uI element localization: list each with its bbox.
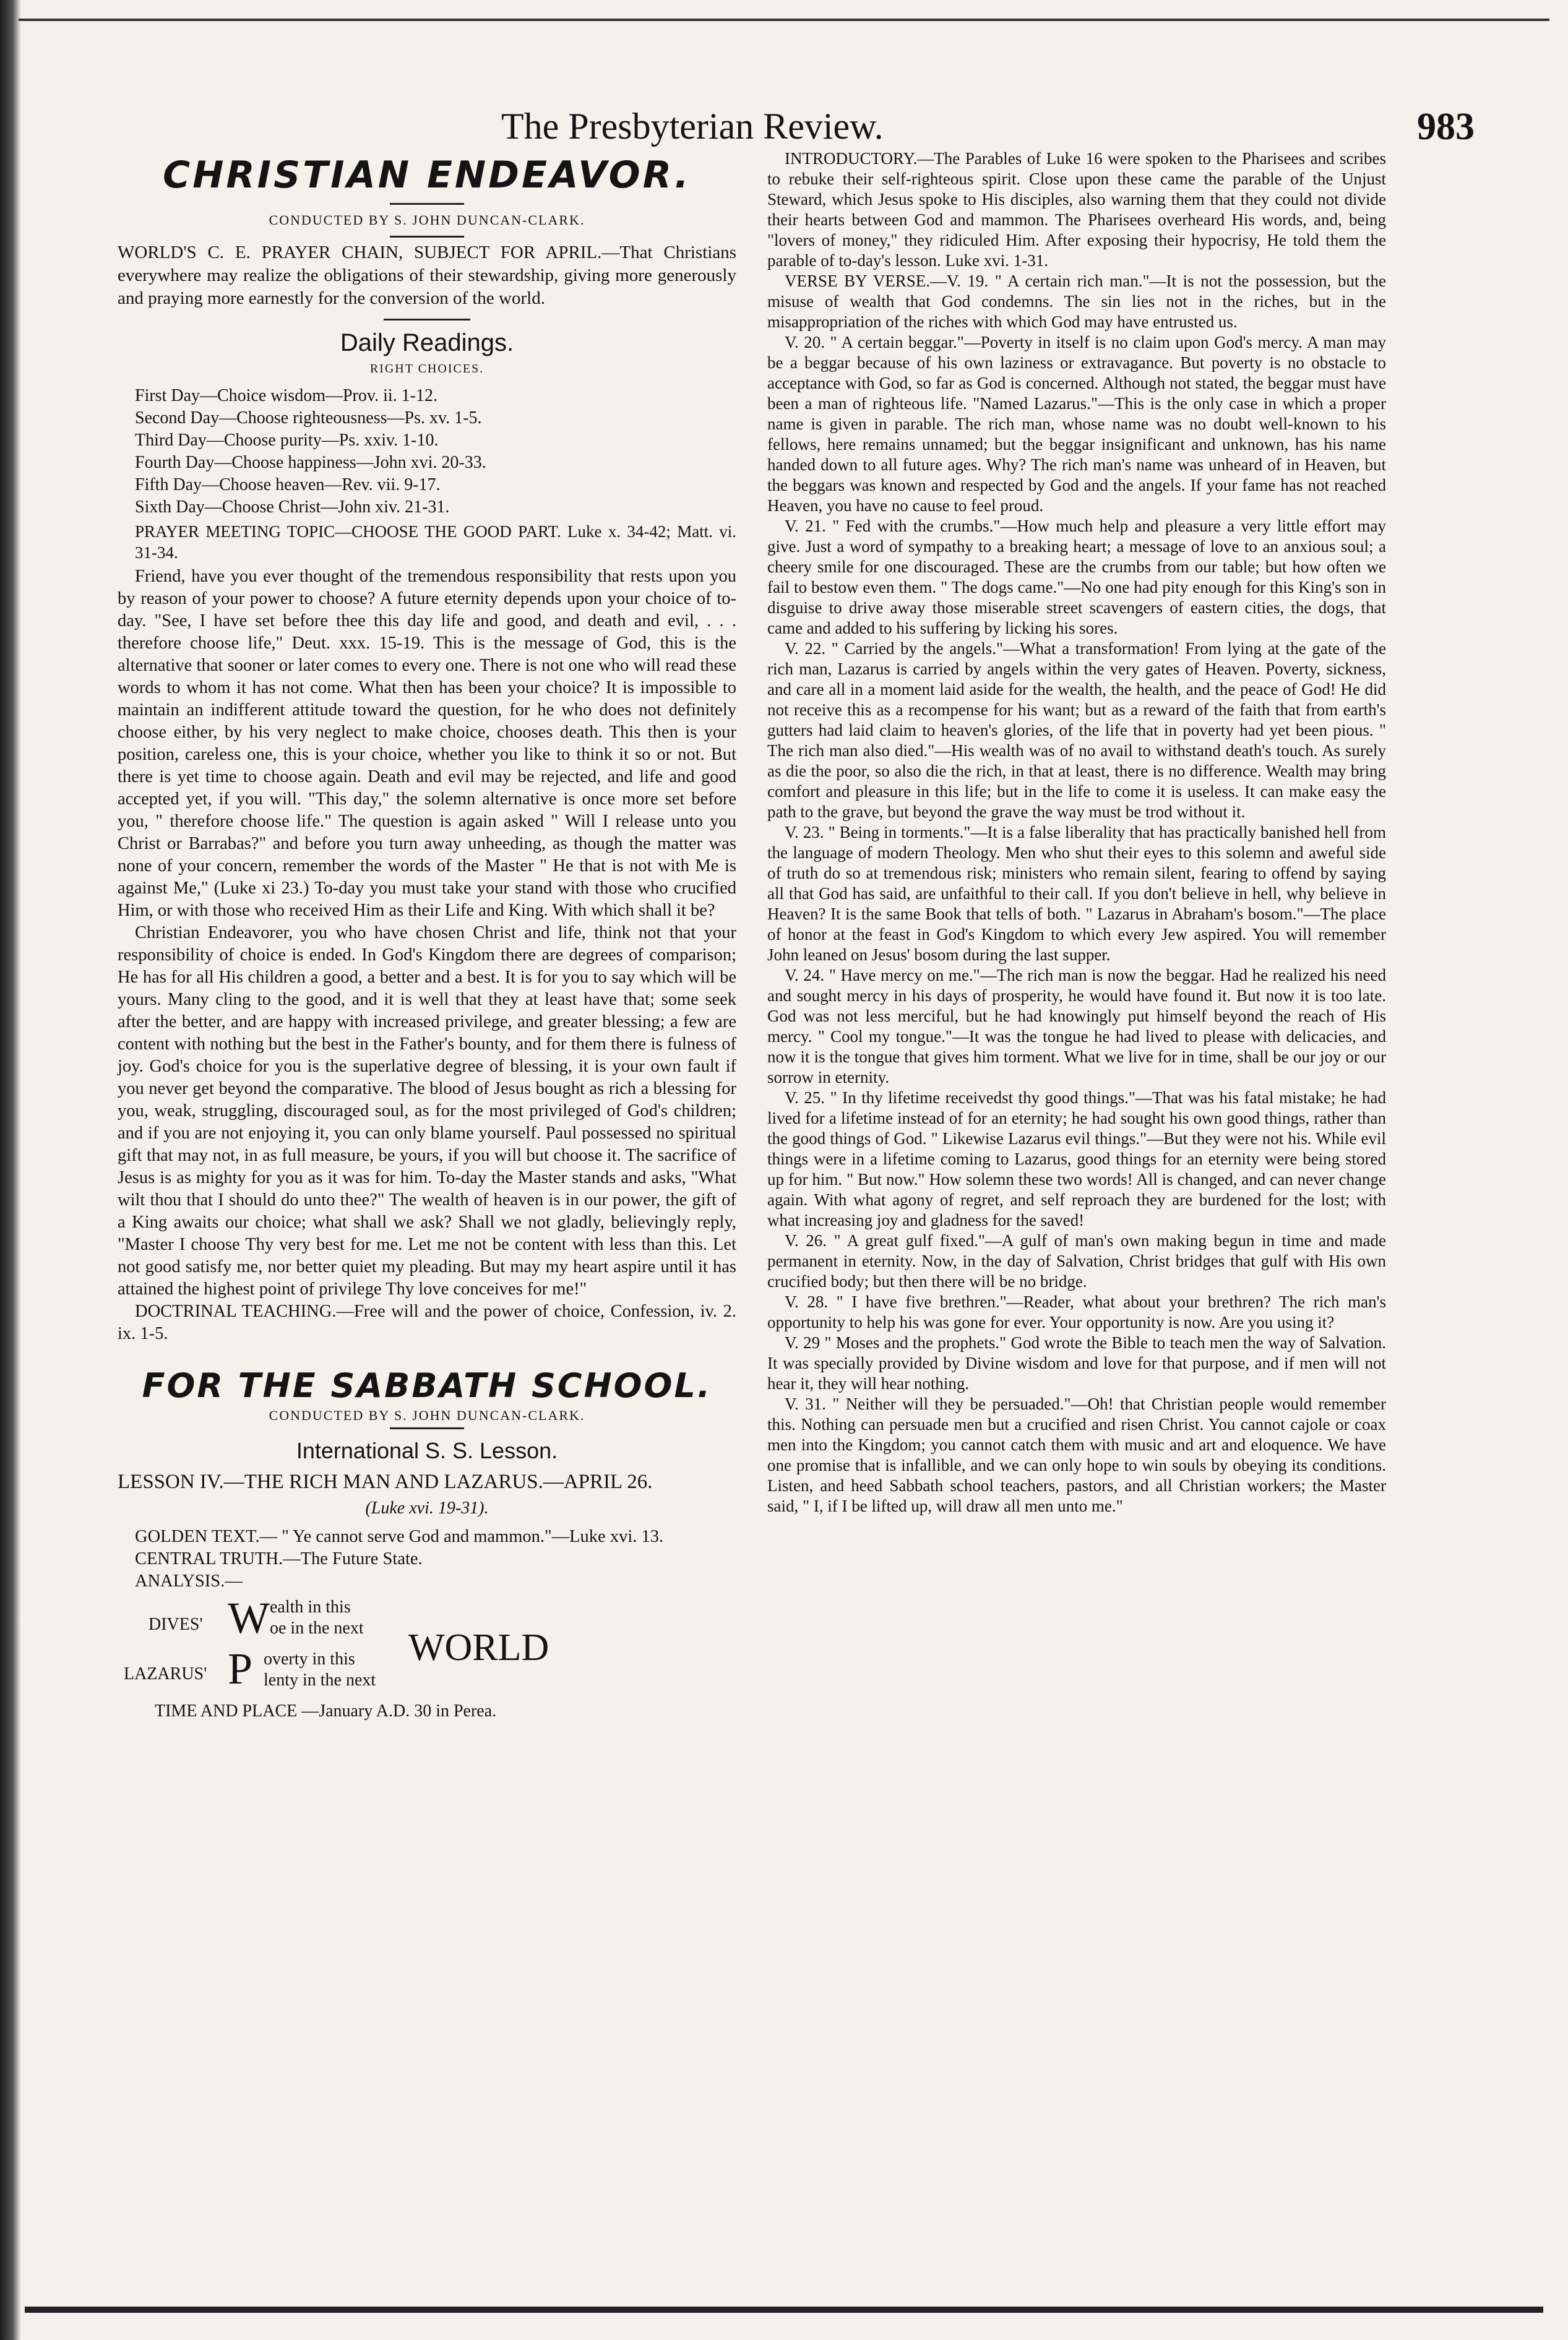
lesson-title: LESSON IV.—THE RICH MAN AND LAZARUS.—APRIL 26. [118, 1471, 653, 1493]
reading-item: Second Day—Choose righteousness—Ps. xv. 1-5. [135, 408, 482, 428]
bottom-border-rule [25, 2307, 1543, 2313]
plenty-line: lenty in the next [264, 1671, 376, 1690]
doctrinal-teaching: DOCTRINAL TEACHING.—Free will and the power of choice, Confession, iv. 2. ix. 1-5. [118, 1302, 736, 1343]
endeavor-article [118, 566, 736, 1345]
daily-readings-list [135, 385, 736, 518]
commentary-paragraph: V. 24. " Have mercy on me."—The rich man is now the beggar. Had he realized his need and sought mercy in his days of prosperity, he would have found it. But now it is too late. God was not less merciful, but he had knowingly put himself beyond the reach of His mercy. " Cool my tongue."—It was the tongue he had lived to please with delicacies, and now it is the tongue that gives him torment. What we live for in time, shall be our joy or our sorrow in eternity. [767, 966, 1386, 1086]
commentary-paragraph: V. 29 " Moses and the prophets." God wrote the Bible to teach men the way of Salvation. It was specially provided by Divine wisdom and love for that purpose, and if men will not hear it, they will hear nothing. [767, 1333, 1386, 1393]
analysis-label: ANALYSIS.— [135, 1572, 243, 1591]
sabbath-school-heading: FOR THE SABBATH SCHOOL. [142, 1366, 712, 1405]
commentary-paragraph: V. 28. " I have five brethren."—Reader, what about your brethren? The rich man's opportunity to help his was gone for ever. Your opportunity is now. Are you using it? [767, 1293, 1386, 1331]
daily-readings-heading: Daily Readings. [340, 329, 514, 356]
right-column [767, 148, 1386, 2297]
commentary-paragraph: VERSE BY VERSE.—V. 19. " A certain rich man."—It is not the possession, but the misuse of wealth that God condemns. The sin lies not in the riches, but in the misappropriation of the riches with which God may have entrusted us. [767, 272, 1386, 331]
commentary-paragraph: V. 31. " Neither will they be persuaded."—Oh! that Christian people would remember this. Nothing can persuade men but a crucified and risen Christ. You cannot cajole or coax men into the Kingdom; you cannot catch them with music and art and eloquence. We have one promise that is infallible, and we can only hope to win souls by obeying its conditions. Listen, and heed Sabbath school teachers, pastors, and all Christian workers; the Master said, " I, if I be lifted up, will draw all men unto me." [767, 1395, 1386, 1515]
left-column [118, 148, 736, 2297]
w-initial: W [228, 1593, 270, 1643]
lesson-commentary [767, 148, 1386, 1516]
commentary-paragraph: V. 25. " In thy lifetime receivedst thy good things."—That was his fatal mistake; he had lived for a lifetime instead of for an eternity; he had sought his own good things, rather than the good things of God. " Likewise Lazarus evil things."—But they were not his. While evil things were in a lifetime coming to Lazarus, good things for an eternity were being stored up for him. " But now." How solemn these two words! All is changed, and can never change again. With what agony of regret, and self reproach they are burdened for the lost; with what increasing joy and gladness for the saved! [767, 1088, 1386, 1229]
prayer-meeting-topic: PRAYER MEETING TOPIC—CHOOSE THE GOOD PART. Luke x. 34-42; Matt. vi. 31-34. [135, 522, 736, 562]
byline-rule [390, 236, 464, 238]
reading-item: Fifth Day—Choose heaven—Rev. vii. 9-17. [135, 475, 441, 494]
dives-label: DIVES' [149, 1615, 203, 1634]
sabbath-rule [390, 1427, 464, 1429]
reading-item: Third Day—Choose purity—Ps. xxiv. 1-10. [135, 431, 439, 450]
publication-title: The Presbyterian Review. [501, 106, 884, 147]
woe-line: oe in the next [270, 1619, 364, 1638]
commentary-paragraph: INTRODUCTORY.—The Parables of Luke 16 were spoken to the Pharisees and scribes to rebuke their self-righteous spirit. Close upon these came the parable of the Unjust Steward, which Jesus spoke to His disciples, also warning them that they could not divide their hearts between God and mammon. The Pharisees overheard His words, and, being "lovers of money," they ridiculed Him. After exposing their hypocrisy, He told them the parable of to-day's lesson. Luke xvi. 1-31. [767, 149, 1386, 270]
christian-endeavor-heading: CHRISTIAN ENDEAVOR. [163, 153, 691, 197]
binding-edge [0, 0, 21, 2340]
christian-endeavor-byline: CONDUCTED BY S. JOHN DUNCAN-CLARK. [269, 212, 585, 228]
analysis-diagram [118, 1593, 736, 1729]
running-header [0, 105, 1568, 148]
top-border-rule [19, 19, 1549, 21]
reading-item: Sixth Day—Choose Christ—John xiv. 21-31. [135, 497, 450, 517]
page-number: 983 [1417, 106, 1475, 148]
lesson-series-title: International S. S. Lesson. [296, 1438, 558, 1463]
daily-readings-subtitle: RIGHT CHOICES. [369, 362, 485, 376]
sabbath-school-byline: CONDUCTED BY S. JOHN DUNCAN-CLARK. [269, 1408, 585, 1423]
section-rule [384, 319, 470, 320]
poverty-line: overty in this [264, 1650, 355, 1669]
commentary-paragraph: V. 20. " A certain beggar."—Poverty in itself is no claim upon God's mercy. A man may be a beggar because of his own laziness or extravagance. But poverty is no obstacle to acceptance with God, so far as God is concerned. Although not stated, the beggar must have been a man of righteous life. "Named Lazarus."—This is the only case in which a proper name is given in parable. The rich man, whose name was no doubt well-known to his fellows, here remains unnamed; but the beggar insignificant and unknown, has his name handed down to all future ages. Why? The rich man's name was unheard of in Heaven, but the beggars was known and respected by God and the angels. If your fame has not reached Heaven, you have no cause to feel proud. [767, 333, 1386, 515]
article-paragraph: Friend, have you ever thought of the tremendous responsibility that rests upon you by reason of your power to choose? A future eternity depends upon your choice of to-day. "See, I have set before thee this day life and good, and death and evil, . . . therefore choose life," Deut. xxx. 15-19. This is the message of God, this is the alternative that sooner or later comes to every one. There is not one who will read these words to whom it has not come. What then has been your choice? It is impossible to maintain an indifferent attitude toward the question, for he who does not definitely choose either, by his very neglect to make choice, chooses death. This then is your position, careless one, this is your choice, whether you like to think it so or not. But there is yet time to choose again. Death and evil may be rejected, and life and good accepted yet, if you will. "This day," the solemn alternative is once more set before you, " therefore choose life." The question is again asked " Will I release unto you Christ or Barrabas?" and before you turn away unheeding, as though the matter was none of your concern, remember the words of the Master " He that is not with Me is against Me," (Luke xi 23.) To-day you must take your stand with those who crucified Him, or with those who received Him as their Life and King. With which shall it be? [118, 567, 736, 920]
lesson-notes [118, 1526, 736, 1593]
lazarus-label: LAZARUS' [124, 1664, 207, 1684]
commentary-paragraph: V. 21. " Fed with the crumbs."—How much help and pleasure a very little effort may give. Just a word of sympathy to a breaking heart; a message of love to an anxious soul; a cheery smile for one discouraged. These are the crumbs from our table; but how often we fail to bestow even them. " The dogs came."—No one had pity enough for this King's son in disguise to drive away those miserable street scavengers of eastern cities, the dogs, that came and added to his suffering by licking his sores. [767, 517, 1386, 637]
prayer-chain-paragraph: WORLD'S C. E. PRAYER CHAIN, SUBJECT FOR APRIL.—That Christians everywhere may realize the obligations of their stewardship, giving more generously and praying more earnestly for the conversion of the world. [118, 243, 736, 308]
reading-item: First Day—Choice wisdom—Prov. ii. 1-12. [135, 386, 437, 405]
commentary-paragraph: V. 26. " A great gulf fixed."—A gulf of man's own making begun in time and made permanent in eternity. Now, in the day of Salvation, Christ bridges that gulf with His own crucified body; but then there will be no bridge. [767, 1231, 1386, 1291]
reading-item: Fourth Day—Choose happiness—John xvi. 20-33. [135, 453, 486, 472]
lesson-reference: (Luke xvi. 19-31). [365, 1499, 489, 1518]
world-label: WORLD [408, 1627, 549, 1669]
article-paragraph: Christian Endeavorer, you who have chosen Christ and life, think not that your responsibility of choice is ended. In God's Kingdom there are degrees of comparison; He has for all His children a good, a better and a best. It is for you to say which will be yours. Many cling to the good, and it is well that they at least have that; some seek after the better, and are happy with increased privilege, and greater blessing; a few are content with nothing but the best in the Father's bounty, and for them there is fulness of joy. God's choice for you is the superlative degree of blessing, it is your own fault if you never get beyond the comparative. The blood of Jesus bought as rich a blessing for you, weak, struggling, discouraged soul, as for the most privileged of God's children; and if you are not enjoying it, you can only blame yourself. Paul possessed no spiritual gift that may not, in as full measure, be yours, if you will but choose it. The sacrifice of Jesus is as mighty for you as it was for him. To-day the Master stands and asks, "What wilt thou that I should do unto thee?" The wealth of heaven is in our power, the gift of a King awaits our choice; what shall we ask? Shall we not gladly, believingly reply, "Master I choose Thy very best for me. Let me not be content with less than this. Let not good satisfy me, nor better quiet my pleading. But may my heart aspire until it has attained the highest point of privilege Thy love conceives for me!" [118, 923, 736, 1299]
commentary-paragraph: V. 23. " Being in torments."—It is a false liberality that has practically banished hell from the language of modern Theology. Men who shut their eyes to this solemn and aweful side of truth do so at tremendous risk; ministers who remain silent, fearing to offend by saying all that God has said, are unfaithful to their call. If you don't believe in hell, why believe in Heaven? It is the same Book that tells of both. " Lazarus in Abraham's bosom."—The place of honor at the feast in God's Kingdom to which every Jew aspired. You will remember John leaned on Jesus' bosom during the last supper. [767, 823, 1386, 964]
p-initial: P [228, 1644, 253, 1693]
commentary-paragraph: V. 22. " Carried by the angels."—What a transformation! From lying at the gate of the rich man, Lazarus is carried by angels within the very gates of Heaven. Poverty, sickness, and care all in a moment laid aside for the wealth, the health, and the peace of God! He did not receive this as a recompense for his want; but as a reward of the faith that from earth's gutters had laid claim to heaven's glories, of the life that in poverty had yet been pious. " The rich man also died."—His wealth was of no avail to withstand death's touch. As surely as die the poor, so also die the rich, in that at least, there is no difference. Wealth may bring comfort and pleasure in this life; but in the life to come it is useless. It can make easy the path to the grave, but beyond the grave the way must be trod without it. [767, 639, 1386, 821]
wealth-line: ealth in this [270, 1598, 351, 1617]
golden-text: GOLDEN TEXT.— " Ye cannot serve God and mammon."—Luke xvi. 13. [135, 1527, 664, 1546]
central-truth: CENTRAL TRUTH.—The Future State. [135, 1549, 423, 1568]
time-and-place: TIME AND PLACE —January A.D. 30 in Perea. [155, 1701, 497, 1721]
heading-rule [390, 203, 464, 205]
